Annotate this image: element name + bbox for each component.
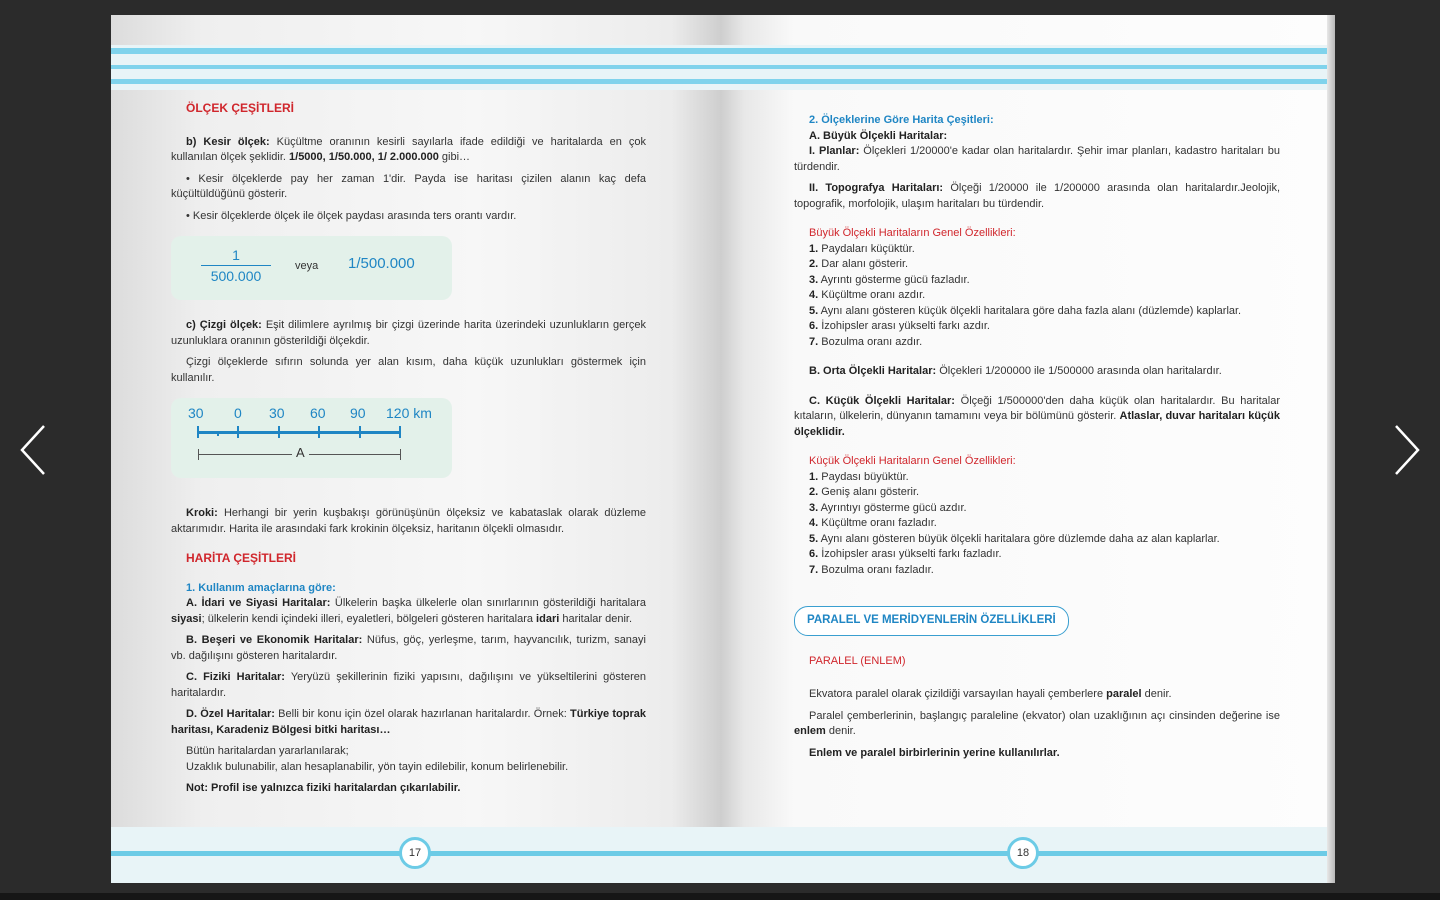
scale-tick-label: 60	[310, 405, 326, 421]
previous-page-button[interactable]	[14, 420, 54, 480]
bottom-strip	[0, 893, 1440, 900]
topo-paragraph: II. Topografya Haritaları: Ölçeği 1/20000 ile 1/200000 arasında olan haritalardır.Jeolojik, topografik, morfolojik, ulaşım haritaları bu türdendir.	[794, 182, 1280, 210]
list-item: 2. Dar alanı gösterir.	[809, 258, 909, 270]
line-scale-paragraph: c) Çizgi ölçek: Eşit dilimlere ayrılmış bir çizgi üzerinde harita üzerindeki uzunlukların gerçek uzunluklara oranının gösterildiği ölçekdir.	[171, 319, 646, 347]
next-page-button[interactable]	[1386, 420, 1426, 480]
small-features-heading: Küçük Ölçekli Haritaların Genel Özellikleri:	[809, 455, 1016, 467]
large-features-list	[794, 242, 1280, 351]
small-features-list	[794, 470, 1280, 579]
header-stripes	[720, 45, 1335, 90]
list-item: 4. Küçültme oranı fazladır.	[809, 517, 937, 529]
list-item: 7. Bozulma oranı fazladır.	[809, 563, 934, 576]
list-item: 3. Ayrıntı gösterme gücü fazladır.	[809, 273, 970, 286]
or-label: veya	[295, 260, 319, 272]
scale-tick-label: 90	[350, 405, 366, 421]
admin-maps-paragraph: A. İdari ve Siyasi Haritalar: Ülkelerin başka ülkelerle olan sınırlarının gösterildiği haritalara siyasi; ülkelerin kendi içindeki illeri, eyaletleri, bölgeleri gösteren haritalara idari haritalar denir.	[171, 597, 646, 625]
scale-types-heading: ÖLÇEK ÇEŞİTLERİ	[186, 101, 295, 115]
scale-tick-label: 0	[234, 405, 242, 421]
right-page-content	[794, 113, 1280, 761]
parallel-definition: Ekvatora paralel olarak çizildiği varsayılan hayali çemberlere paralel denir.	[809, 688, 1172, 700]
uses-line-2: Uzaklık bulunabilir, alan hesaplanabilir, yön tayin edilebilir, konum belirlenebilir.	[186, 760, 569, 773]
by-scale-heading: 2. Ölçeklerine Göre Harita Çeşitleri:	[809, 114, 994, 126]
list-item: 6. İzohipsler arası yükselti farkı azdır.	[809, 320, 990, 332]
chevron-right-icon	[1386, 420, 1426, 480]
fraction-bullet-1: • Kesir ölçeklerde pay her zaman 1'dir. Payda ise haritası çizilen alanın kaç defa küçültüldüğünü gösterir.	[171, 172, 646, 200]
list-item: 2. Geniş alanı gösterir.	[809, 486, 920, 498]
line-scale-example	[171, 398, 452, 478]
parallel-heading: PARALEL (ENLEM)	[809, 654, 906, 667]
scale-tick-label: 30	[188, 405, 204, 421]
economic-maps-paragraph: B. Beşeri ve Ekonomik Haritalar: Nüfus, göç, yerleşme, tarım, hayvancılık, turizm, sanayi vb. dağılışını gösteren haritalardır.	[171, 634, 646, 662]
scale-tick	[399, 426, 401, 438]
ratio-scale: 1/500.000	[348, 255, 415, 272]
header-stripes	[111, 45, 720, 90]
latitude-definition: Paralel çemberlerinin, başlangıç paraleline (ekvator) olan uzaklığının açı cinsinden değerine ise enlem denir.	[794, 709, 1280, 737]
map-types-heading: HARİTA ÇEŞİTLERİ	[186, 551, 296, 565]
small-scale-paragraph: C. Küçük Ölçekli Haritalar: Ölçeği 1/500000'den daha küçük olan haritalardır. Bu haritalar kıtaların, ülkelerin, dünyanın tamamını veya bir bölümünü gösterir. Atlaslar, duvar haritaları küçük ölçeklidir.	[794, 394, 1281, 438]
list-item: 1. Paydası büyüktür.	[809, 470, 909, 483]
list-item: 4. Küçültme oranı azdır.	[809, 289, 926, 301]
left-page	[111, 15, 720, 883]
special-maps-paragraph: D. Özel Haritalar: Belli bir konu için özel olarak hazırlanan haritalardır. Örnek: Türkiye toprak haritası, Karadeniz Bölgesi bitki haritası…	[171, 708, 647, 736]
sketch-paragraph: Kroki: Herhangi bir yerin kuşbakışı görünüşünün ölçeksiz ve kabataslak olarak düzleme aktarımıdır. Harita ile arasındaki fark krokinin ölçeksiz, haritanın ölçekli olmasıdır.	[171, 507, 646, 535]
scale-tick	[278, 426, 280, 438]
scale-tick	[359, 426, 361, 438]
line-scale-note: Çizgi ölçeklerde sıfırın solunda yer alan kısım, daha küçük uzunlukları göstermek için kullanılır.	[171, 356, 646, 384]
large-scale-title: A. Büyük Ölçekli Haritalar:	[809, 129, 948, 142]
page-number: 18	[1007, 837, 1039, 869]
by-purpose-heading: 1. Kullanım amaçlarına göre:	[186, 581, 336, 594]
scale-tick	[318, 426, 320, 438]
scale-tick	[197, 426, 199, 438]
scale-tick	[237, 426, 239, 438]
list-item: 5. Aynı alanı gösteren büyük ölçekli haritalara göre düzlemde daha az alan kaplarlar.	[809, 532, 1220, 545]
profile-note: Not: Profil ise yalnızca fiziki haritalardan çıkarılabilir.	[186, 782, 461, 794]
book-spread	[111, 15, 1335, 883]
list-item: 3. Ayrıntıyı gösterme gücü azdır.	[809, 501, 967, 514]
list-item: 6. İzohipsler arası yükselti farkı fazladır.	[809, 548, 1002, 560]
uses-line-1: Bütün haritalardan yararlanılarak;	[186, 745, 349, 757]
list-item: 7. Bozulma oranı azdır.	[809, 335, 923, 348]
large-features-heading: Büyük Ölçekli Haritaların Genel Özellikleri:	[809, 227, 1016, 239]
physical-maps-paragraph: C. Fiziki Haritalar: Yeryüzü şekillerinin fiziki yapısını, dağılışını ve yükseltilerini gösteren haritalardır.	[171, 671, 646, 699]
page-number: 17	[399, 837, 431, 869]
scale-tick-label: 120 km	[386, 405, 432, 421]
medium-scale-paragraph: B. Orta Ölçekli Haritalar: Ölçekleri 1/200000 ile 1/500000 arasında olan haritalardır.	[809, 365, 1222, 377]
plans-paragraph: I. Planlar: Ölçekleri 1/20000'e kadar olan haritalardır. Şehir imar planları, kadastro haritaları bu türdendir.	[794, 145, 1280, 173]
chevron-left-icon	[14, 420, 54, 480]
scale-bar	[198, 431, 401, 434]
fraction-scale-paragraph: b) Kesir ölçek: Küçültme oranının kesirli sayılarla ifade edildiği ve haritalarda en çok kullanılan ölçek şeklidir. 1/5000, 1/50.000, 1/ 2.000.000 gibi…	[171, 135, 646, 163]
scale-tick-label: 30	[269, 405, 285, 421]
interchange-note: Enlem ve paralel birbirlerinin yerine kullanılırlar.	[809, 746, 1060, 759]
right-page	[720, 15, 1335, 883]
section-pill: PARALEL VE MERİDYENLERİN ÖZELLİKLERİ	[794, 606, 1069, 636]
fraction-scale-example	[171, 236, 452, 300]
fraction: 1 500.000	[201, 248, 271, 284]
list-item: 1. Paydaları küçüktür.	[809, 242, 915, 255]
left-page-content	[171, 101, 646, 797]
fraction-bullet-2: • Kesir ölçeklerde ölçek ile ölçek paydası arasında ters orantı vardır.	[186, 209, 517, 222]
scale-tick	[217, 431, 219, 436]
list-item: 5. Aynı alanı gösteren küçük ölçekli haritalara göre daha fazla alanı (düzlemde) kaplarlar.	[809, 304, 1242, 317]
segment-label: A	[292, 445, 309, 461]
